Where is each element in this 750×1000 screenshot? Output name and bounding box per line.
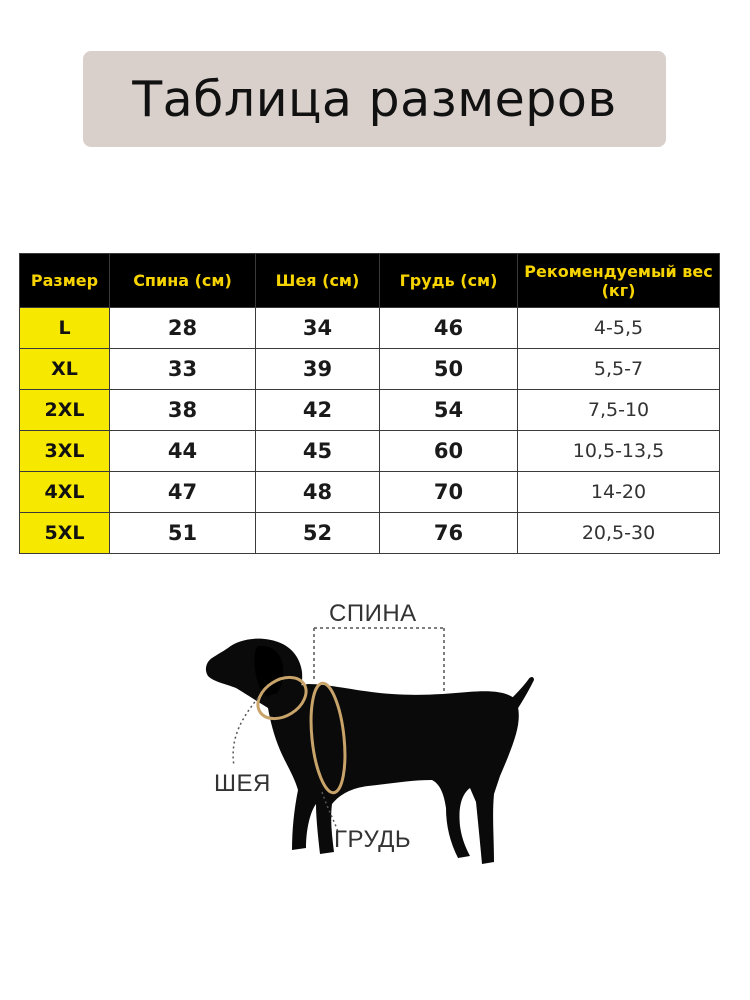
back-label: СПИНА xyxy=(329,600,417,627)
cell-chest: 76 xyxy=(380,513,518,554)
cell-neck: 45 xyxy=(256,431,380,472)
title-banner xyxy=(83,51,666,147)
table-row xyxy=(20,431,720,472)
header-chest: Грудь (см) xyxy=(380,254,518,308)
chest-label: ГРУДЬ xyxy=(334,826,412,853)
cell-size: 5XL xyxy=(20,513,110,554)
cell-neck: 48 xyxy=(256,472,380,513)
cell-chest: 50 xyxy=(380,349,518,390)
table-row xyxy=(20,308,720,349)
table-row xyxy=(20,390,720,431)
cell-back: 33 xyxy=(110,349,256,390)
table-row xyxy=(20,472,720,513)
size-table xyxy=(19,253,720,554)
table-header-row xyxy=(20,254,720,308)
cell-back: 51 xyxy=(110,513,256,554)
header-weight: Рекомендуемый вес (кг) xyxy=(518,254,720,308)
cell-size: XL xyxy=(20,349,110,390)
cell-back: 38 xyxy=(110,390,256,431)
header-back: Спина (см) xyxy=(110,254,256,308)
cell-neck: 42 xyxy=(256,390,380,431)
cell-size: 3XL xyxy=(20,431,110,472)
cell-chest: 46 xyxy=(380,308,518,349)
cell-neck: 34 xyxy=(256,308,380,349)
page-title: Таблица размеров xyxy=(132,70,617,128)
header-neck: Шея (см) xyxy=(256,254,380,308)
cell-chest: 70 xyxy=(380,472,518,513)
table-row xyxy=(20,513,720,554)
cell-weight: 7,5-10 xyxy=(518,390,720,431)
neck-label: ШЕЯ xyxy=(214,770,271,797)
cell-neck: 39 xyxy=(256,349,380,390)
cell-back: 44 xyxy=(110,431,256,472)
cell-weight: 4-5,5 xyxy=(518,308,720,349)
cell-size: 2XL xyxy=(20,390,110,431)
cell-weight: 5,5-7 xyxy=(518,349,720,390)
cell-weight: 10,5-13,5 xyxy=(518,431,720,472)
cell-back: 28 xyxy=(110,308,256,349)
cell-chest: 60 xyxy=(380,431,518,472)
cell-back: 47 xyxy=(110,472,256,513)
cell-neck: 52 xyxy=(256,513,380,554)
cell-chest: 54 xyxy=(380,390,518,431)
header-size: Размер xyxy=(20,254,110,308)
table-row xyxy=(20,349,720,390)
cell-weight: 20,5-30 xyxy=(518,513,720,554)
neck-pointer-line xyxy=(233,698,258,766)
cell-size: 4XL xyxy=(20,472,110,513)
cell-weight: 14-20 xyxy=(518,472,720,513)
cell-size: L xyxy=(20,308,110,349)
